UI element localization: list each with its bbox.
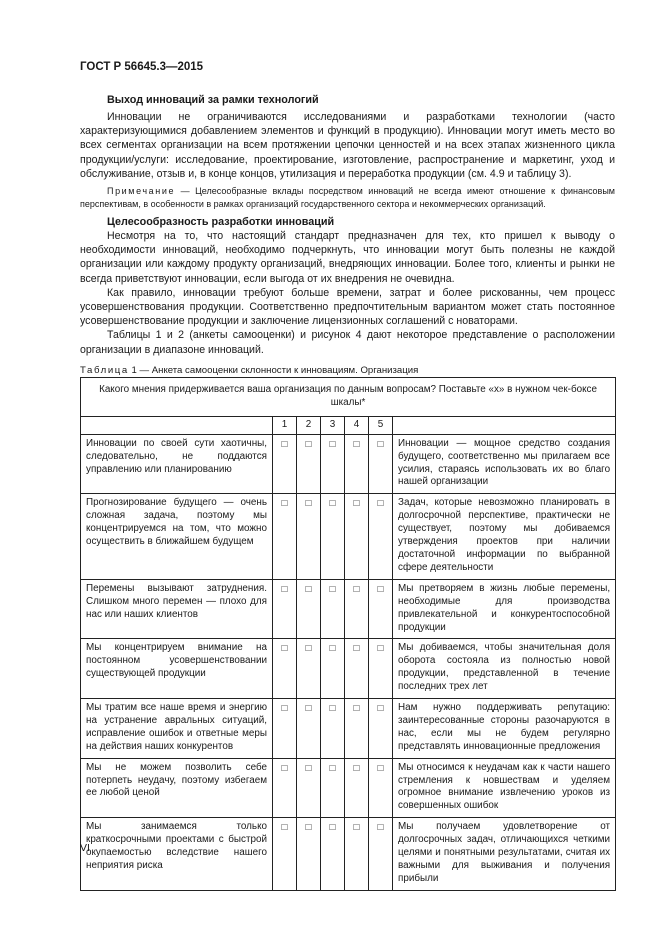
scale-checkbox-2[interactable]: □ <box>297 758 321 818</box>
paragraph: Несмотря на то, что настоящий стандарт предназначен для тех, кто пришел к выводу о необходимости инноваций, необходимо подчеркнуть, что инновации могут быть полезны не каждой организации или каждому продукту организаций, внедряющих инновации. Более того, клиенты и рынки не всегда приветствуют инновации, если выгода от их внедрения не очевидна. <box>80 230 615 285</box>
table-row <box>81 639 616 699</box>
scale-checkbox-1[interactable]: □ <box>273 579 297 639</box>
scale-checkbox-3[interactable]: □ <box>321 758 345 818</box>
scale-checkbox-3[interactable]: □ <box>321 434 345 494</box>
statement-right: Мы получаем удовлетворение от долгосрочных задач, отличающихся четкими целями и понятными результатами, считая их важными для выживания и получения прибыли <box>393 818 616 891</box>
scale-empty-cell <box>81 416 273 434</box>
self-assessment-table <box>80 377 616 891</box>
scale-checkbox-5[interactable]: □ <box>369 579 393 639</box>
section2-body <box>80 229 615 357</box>
table-row <box>81 758 616 818</box>
scale-checkbox-4[interactable]: □ <box>345 494 369 579</box>
table-row <box>81 699 616 759</box>
table-row <box>81 818 616 891</box>
table-instruction: Какого мнения придерживается ваша организация по данным вопросам? Поставьте «x» в нужном чек-боксе шкалы* <box>81 378 616 417</box>
paragraph: Таблицы 1 и 2 (анкеты самооценки) и рисунок 4 дают некоторое представление о расположении организации в диапазоне инноваций. <box>80 329 615 356</box>
statement-right: Задач, которые невозможно планировать в долгосрочной перспективе, практически не существует, поэтому мы добиваемся утверждения проектов при наличии достаточной информации по выбранной сфере деятельности <box>393 494 616 579</box>
scale-checkbox-5[interactable]: □ <box>369 758 393 818</box>
note-label: Примечание <box>107 186 176 196</box>
statement-left: Мы занимаемся только краткосрочными проектами с быстрой окупаемостью вследствие нашего неприятия риска <box>81 818 273 891</box>
scale-number: 2 <box>297 416 321 434</box>
scale-checkbox-3[interactable]: □ <box>321 639 345 699</box>
table-row <box>81 579 616 639</box>
statement-left: Перемены вызывают затруднения. Слишком много перемен — плохо для нас или наших клиентов <box>81 579 273 639</box>
statement-right: Инновации — мощное средство создания будущего, соответственно мы прилагаем все усилия, стараясь использовать их во благо нашей организации <box>393 434 616 494</box>
table-row <box>81 434 616 494</box>
paragraph: Инновации не ограничиваются исследованиями и разработками технологии (часто характеризующимися добавлением элементов и функций в продукцию). Инновации могут иметь место во всех сегментах организации на всем протяжении цепочки ценностей и на всех этапах жизненного цикла продукции/услуги: исследование, проектирование, изготовление, распространение и маркетинг, уход и обслуживание, отзыв и, в конце концов, утилизация и переработка продукции (см. 4.9 и таблицу 3). <box>80 111 615 180</box>
scale-checkbox-3[interactable]: □ <box>321 699 345 759</box>
scale-checkbox-4[interactable]: □ <box>345 818 369 891</box>
scale-checkbox-5[interactable]: □ <box>369 818 393 891</box>
table-caption-text: 1 — Анкета самооценки склонности к инновациям. Организация <box>128 365 419 376</box>
scale-number: 5 <box>369 416 393 434</box>
statement-right: Мы претворяем в жизнь любые перемены, необходимые для производства привлекательной и конкурентоспособной продукции <box>393 579 616 639</box>
scale-checkbox-2[interactable]: □ <box>297 434 321 494</box>
scale-checkbox-3[interactable]: □ <box>321 494 345 579</box>
table-body <box>81 378 616 891</box>
statement-left: Мы не можем позволить себе потерпеть неудачу, поэтому избегаем ее любой ценой <box>81 758 273 818</box>
scale-checkbox-5[interactable]: □ <box>369 494 393 579</box>
section-heading-expediency: Целесообразность разработки инноваций <box>107 216 335 228</box>
scale-number: 4 <box>345 416 369 434</box>
statement-left: Прогнозирование будущего — очень сложная задача, поэтому мы концентрируемся на том, что можно осуществить в ближайшем будущем <box>81 494 273 579</box>
statement-right: Мы относимся к неудачам как к части нашего стремления к новшествам и уделяем огромное внимание извлечению уроков из совершенных ошибок <box>393 758 616 818</box>
scale-checkbox-4[interactable]: □ <box>345 579 369 639</box>
scale-checkbox-2[interactable]: □ <box>297 818 321 891</box>
table-scale-row <box>81 416 616 434</box>
scale-checkbox-1[interactable]: □ <box>273 639 297 699</box>
scale-checkbox-5[interactable]: □ <box>369 639 393 699</box>
section1-body <box>80 110 615 181</box>
scale-checkbox-4[interactable]: □ <box>345 434 369 494</box>
table-instruction-row <box>81 378 616 417</box>
note-text: — Целесообразные вклады посредством инноваций не всегда имеют отношение к финансовым перспективам, в особенности в рамках организаций государственного сектора и некоммерческих организаций. <box>80 186 615 209</box>
document-header: ГОСТ Р 56645.3—2015 <box>80 61 204 73</box>
paragraph: Как правило, инновации требуют больше времени, затрат и более рискованны, чем процесс усовершенствования продукции. Соответственно предпочтительным вариантом может стать постоянное усовершенствование продукции и заключение лицензионных соглашений с новаторами. <box>80 286 615 328</box>
statement-right: Мы добиваемся, чтобы значительная доля оборота состояла из полностью новой продукции, представленной в течение последних трех лет <box>393 639 616 699</box>
scale-checkbox-1[interactable]: □ <box>273 434 297 494</box>
table-caption <box>80 365 418 376</box>
scale-checkbox-3[interactable]: □ <box>321 818 345 891</box>
section-heading-innovation-beyond-tech: Выход инноваций за рамки технологий <box>107 94 319 106</box>
statement-left: Мы тратим все наше время и энергию на устранение авральных ситуаций, исправление ошибок и ответные меры на действия наших конкурентов <box>81 699 273 759</box>
scale-checkbox-2[interactable]: □ <box>297 639 321 699</box>
scale-checkbox-1[interactable]: □ <box>273 699 297 759</box>
scale-checkbox-2[interactable]: □ <box>297 494 321 579</box>
scale-checkbox-4[interactable]: □ <box>345 758 369 818</box>
scale-checkbox-2[interactable]: □ <box>297 579 321 639</box>
scale-checkbox-2[interactable]: □ <box>297 699 321 759</box>
scale-checkbox-1[interactable]: □ <box>273 494 297 579</box>
scale-number: 3 <box>321 416 345 434</box>
scale-checkbox-5[interactable]: □ <box>369 434 393 494</box>
scale-checkbox-1[interactable]: □ <box>273 758 297 818</box>
statement-left: Мы концентрируем внимание на постоянном усовершенствовании существующей продукции <box>81 639 273 699</box>
table-row <box>81 494 616 579</box>
page-number: VI <box>80 842 90 854</box>
scale-checkbox-5[interactable]: □ <box>369 699 393 759</box>
note <box>80 185 615 210</box>
scale-number: 1 <box>273 416 297 434</box>
table-caption-label: Таблица <box>80 365 129 376</box>
scale-checkbox-1[interactable]: □ <box>273 818 297 891</box>
scale-checkbox-3[interactable]: □ <box>321 579 345 639</box>
scale-empty-cell <box>393 416 616 434</box>
statement-right: Нам нужно поддерживать репутацию: заинтересованные стороны разочаруются в нас, если мы не будем регулярно представлять инновационные предложения <box>393 699 616 759</box>
statement-left: Инновации по своей сути хаотичны, следовательно, не поддаются управлению или планированию <box>81 434 273 494</box>
scale-checkbox-4[interactable]: □ <box>345 639 369 699</box>
scale-checkbox-4[interactable]: □ <box>345 699 369 759</box>
